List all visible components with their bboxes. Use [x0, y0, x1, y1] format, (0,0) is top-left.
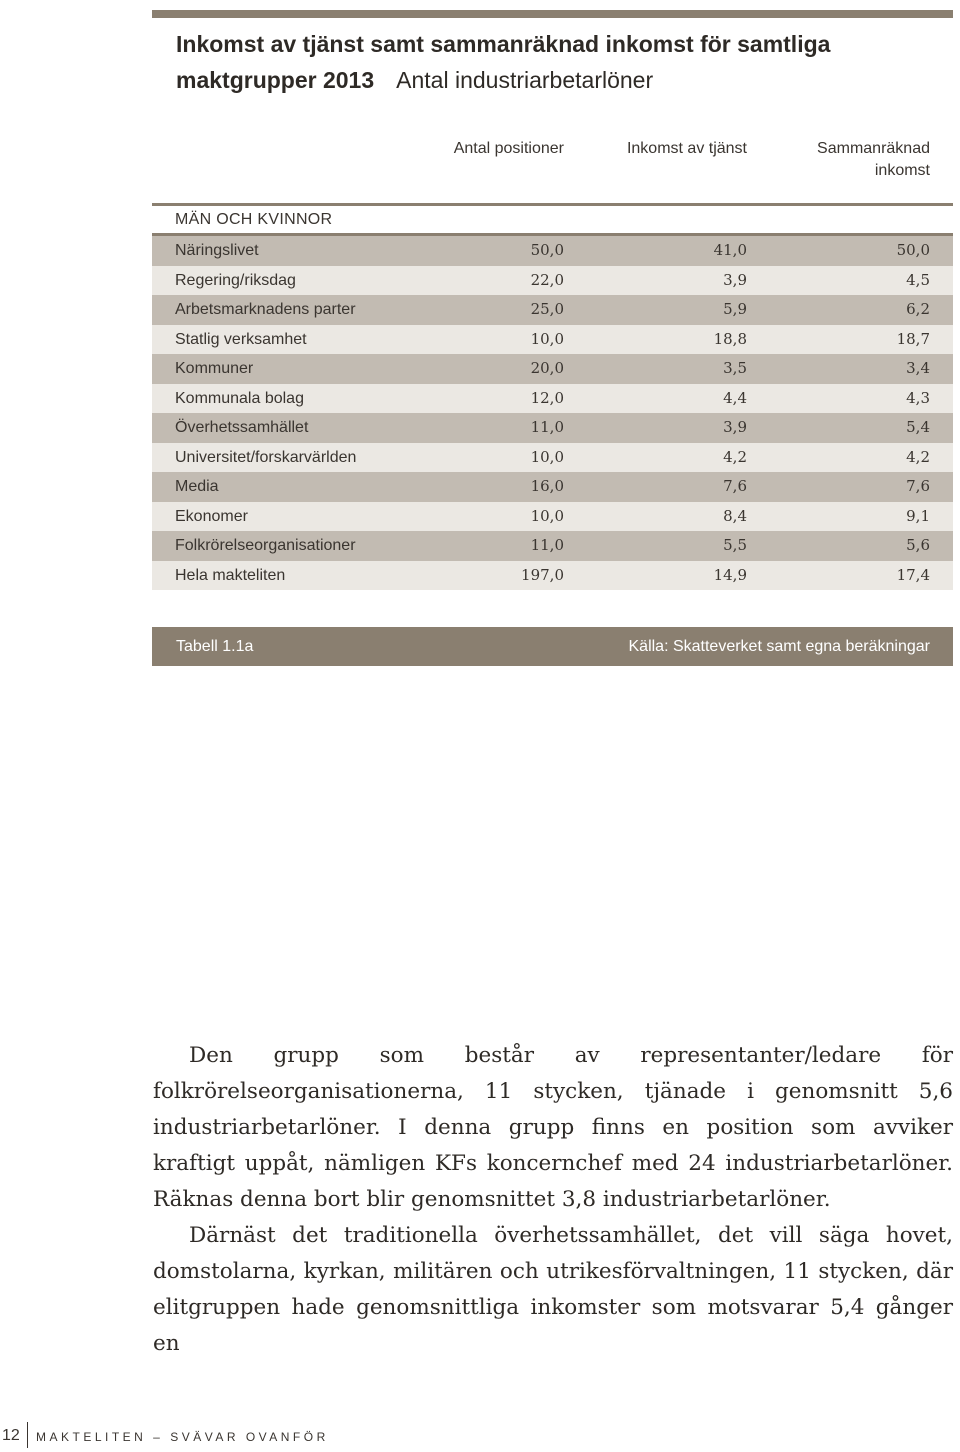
cell-total: 5,6 — [906, 536, 930, 554]
cell-income: 18,8 — [713, 329, 747, 348]
cell-positions: 22,0 — [530, 270, 564, 289]
page-number: 12 — [2, 1427, 20, 1444]
cell-positions: 11,0 — [530, 418, 564, 436]
row-name: Statlig verksamhet — [175, 330, 307, 348]
row-name: Folkrörelseorganisationer — [175, 537, 356, 554]
table-row — [152, 531, 953, 561]
table-row — [152, 354, 953, 384]
column-header-positions: Antal positioner — [453, 140, 564, 157]
cell-total: 3,4 — [906, 359, 930, 377]
cell-total: 18,7 — [896, 329, 930, 348]
row-name: Ekonomer — [175, 507, 248, 525]
row-name: Media — [175, 478, 219, 495]
cell-positions: 197,0 — [521, 565, 564, 584]
cell-positions: 10,0 — [530, 506, 564, 525]
table-label: Tabell 1.1a — [176, 638, 254, 655]
row-name: Hela makteliten — [175, 566, 286, 584]
cell-positions: 16,0 — [530, 477, 564, 495]
cell-positions: 10,0 — [530, 329, 564, 348]
cell-total: 50,0 — [896, 241, 930, 259]
table-row — [152, 413, 953, 443]
cell-total: 4,2 — [906, 447, 930, 466]
cell-total: 4,3 — [906, 388, 930, 407]
row-name: Arbetsmarknadens parter — [175, 301, 356, 318]
paragraph-1: Den grupp som består av representanter/ledare för folkrörelseorganisationerna, 11 stycken, tjänade i genomsnitt 5,6 industriarbetarlöner. I denna grupp finns en position som avviker kraftigt uppåt, nämligen KFs koncernchef med 24 industriarbetarlöner. Räknas denna bort blir genomsnittet 3,8 industriarbetarlöner. — [153, 1043, 953, 1212]
cell-positions: 10,0 — [530, 447, 564, 466]
row-name: Kommunala bolag — [175, 389, 304, 407]
cell-income: 41,0 — [713, 241, 747, 259]
cell-income: 3,9 — [723, 418, 747, 436]
row-name: Kommuner — [175, 360, 254, 377]
table-row — [152, 236, 953, 266]
cell-income: 5,5 — [723, 536, 747, 554]
cell-income: 4,2 — [723, 447, 747, 466]
cell-income: 5,9 — [723, 300, 747, 318]
cell-total: 7,6 — [906, 477, 930, 495]
table-row — [152, 266, 953, 296]
data-table — [152, 236, 953, 590]
cell-positions: 50,0 — [530, 241, 564, 259]
table-row — [152, 384, 953, 414]
cell-total: 17,4 — [896, 565, 930, 584]
cell-positions: 12,0 — [530, 388, 564, 407]
cell-income: 14,9 — [713, 565, 747, 584]
row-name: Universitet/forskarvärlden — [175, 448, 357, 466]
cell-total: 4,5 — [906, 270, 930, 289]
group-label: MÄN OCH KVINNOR — [175, 211, 333, 228]
header-rule — [152, 203, 953, 206]
cell-positions: 25,0 — [530, 300, 564, 318]
body-text — [153, 1038, 953, 1362]
column-header-total: Sammanräknad inkomst — [817, 140, 930, 179]
title-line-1: Inkomst av tjänst samt sammanräknad inkomst för samtliga — [176, 31, 831, 57]
cell-positions: 11,0 — [530, 536, 564, 554]
cell-income: 7,6 — [723, 477, 747, 495]
table-title — [176, 26, 936, 98]
page-separator — [27, 1422, 28, 1448]
cell-income: 3,9 — [723, 270, 747, 289]
cell-total: 5,4 — [906, 418, 930, 436]
cell-income: 4,4 — [723, 388, 747, 407]
running-head: MAKTELITEN – SVÄVAR OVANFÖR — [36, 1430, 329, 1444]
page-footer — [0, 1420, 960, 1452]
cell-positions: 20,0 — [530, 359, 564, 377]
title-subtitle: Antal industriarbetarlöner — [396, 67, 654, 93]
row-name: Regering/riksdag — [175, 271, 296, 289]
cell-total: 6,2 — [906, 300, 930, 318]
row-name: Överhetssamhället — [175, 419, 309, 436]
source-note: Källa: Skatteverket samt egna beräkningar — [628, 638, 930, 655]
table-row — [152, 443, 953, 473]
paragraph-2: Därnäst det traditionella överhetssamhället, det vill säga hovet, domstolarna, kyrkan, militären och utrikesförvaltningen, 11 stycken, där elitgruppen hade genomsnittliga inkomster som motsvarar 5,4 gånger en — [153, 1223, 953, 1356]
cell-income: 3,5 — [723, 359, 747, 377]
table-row — [152, 561, 953, 591]
title-line-2: maktgrupper 2013 Antal industriarbetarlöner — [176, 67, 654, 93]
table-row — [152, 295, 953, 325]
cell-total: 9,1 — [906, 506, 930, 525]
column-header-income: Inkomst av tjänst — [626, 140, 747, 157]
table-footer — [152, 627, 953, 666]
top-rule — [152, 10, 953, 18]
cell-income: 8,4 — [723, 506, 747, 525]
table-row — [152, 472, 953, 502]
table-row — [152, 325, 953, 355]
row-name: Näringslivet — [175, 242, 259, 259]
table-row — [152, 502, 953, 532]
